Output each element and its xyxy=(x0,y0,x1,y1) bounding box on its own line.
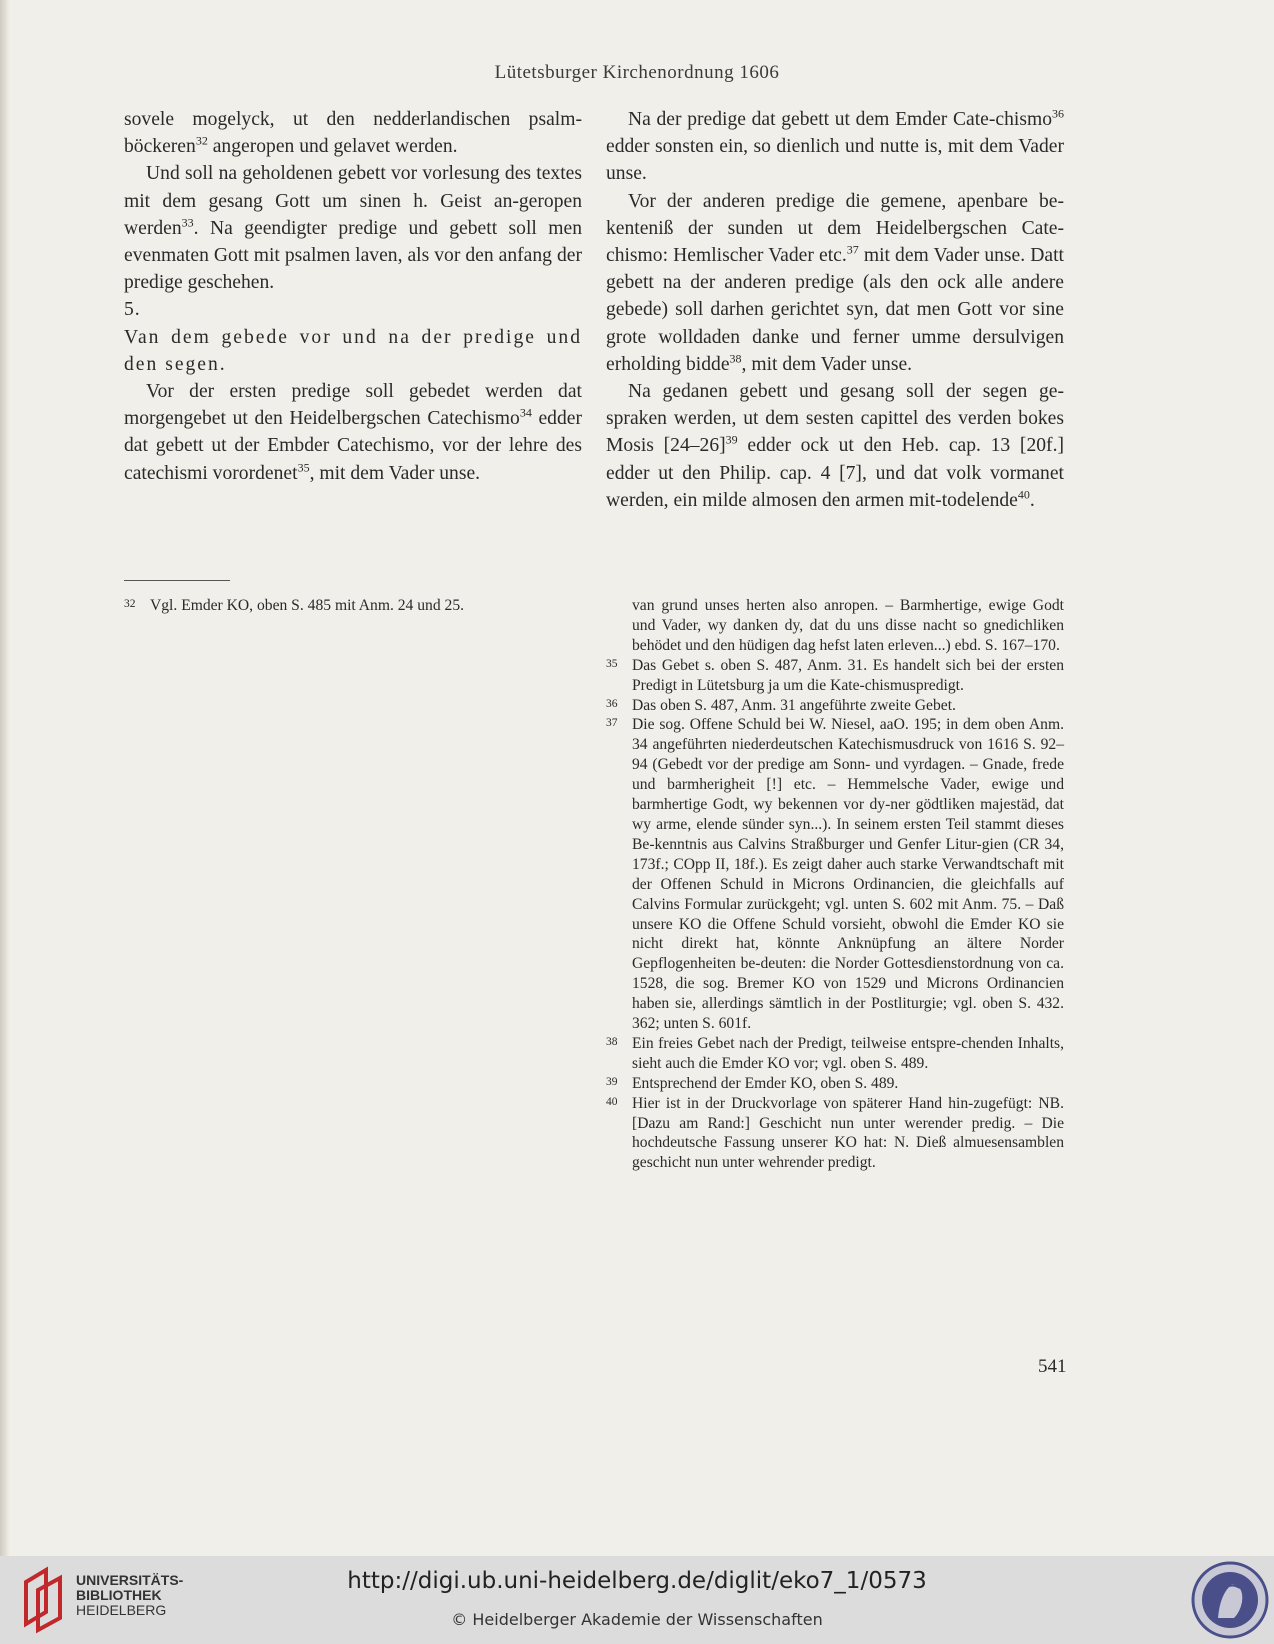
paragraph: Und soll na geholdenen gebett vor vorlesung des textes mit dem gesang Gott um sinen h. Geist an-geropen werden$^{33}$. Na geendigter predige und gebett soll men evenmaten Gott mit psalmen laven, als vor den anfang der predige geschehen. xyxy=(124,163,582,294)
footnote-ref[interactable]: 39 xyxy=(725,432,738,447)
paragraph: Na der predige dat gebett ut dem Emder Cate-chismo$^{36}$ edder sonsten ein, so dienlich und nutte is, mit dem Vader unse. xyxy=(606,106,1064,185)
footnote-divider xyxy=(124,580,230,581)
paragraph: Na gedanen gebett und gesang soll der segen ge-spraken werden, ut dem sesten capittel des verden bokes Mosis $[24-26]^{39}$ edder ock ut den Heb. cap. 13 [20f.] edder ut den Philip. cap. 4 [7], und dat volk vormanet werden, ein milde almosen den armen mit-todelende$^{40}$. xyxy=(606,381,1064,511)
footnote xyxy=(606,1094,1064,1174)
footnote-ref[interactable]: 35 xyxy=(297,460,310,475)
footnote xyxy=(606,656,1064,696)
page-number: 541 xyxy=(1038,1356,1067,1377)
footnote-ref[interactable]: 33 xyxy=(181,215,194,230)
running-header: Lütetsburger Kirchenordnung 1606 xyxy=(494,62,780,83)
footnote-text: Die sog. Offene Schuld bei W. Niesel, aaO. 195; in dem oben Anm. 34 angeführten niederdeutschen Katechismusdruck von 1616 S. 92–94 (Gebedt vor der predige am Sonn- und vyrdagen. – Gnade, frede und barmherigheit [!] etc. – Hemmelsche Vader, ewige und barmhertige Godt, wy bekennen vor dy-ner gödtliken majestäd, dat wy arme, elende sünder syn...). In seinem ersten Teil stammt dieses Be-kenntnis aus Calvins Straßburger und Genfer Litur-gien (CR 34, 173f.; COpp II, 18f.). Es zeigt daher auch starke Verwandtschaft mit der Offenen Schuld in Microns Ordinancien, die gleichfalls auf Calvins Formular zurückgeht; vgl. unten S. 602 mit Anm. 75. – Daß unsere KO die Offene Schuld vorsieht, obwohl die Emder KO sie nicht direkt hat, könnte Anknüpfung an ältere Norder Gepflogenheiten be-deuten: die Norder Gottesdienstordnung von ca. 1528, die sog. Bremer KO von 1529 und Microns Ordinancien haben sie, allerdings sämtlich in der Postliturgie; vgl. oben S. 432. 362; unten S. 601f. xyxy=(632,716,1064,1033)
footnote-number: 37 xyxy=(606,717,618,730)
section-title: Van dem gebede vor und na der predige und den segen. xyxy=(124,326,582,375)
library-name: UNIVERSITÄTS- BIBLIOTHEK HEIDELBERG xyxy=(76,1572,184,1618)
footnotes-left-column xyxy=(124,596,582,616)
footnote xyxy=(606,696,1064,716)
footer-bar xyxy=(0,1556,1274,1644)
paragraph: Vor der ersten predige soll gebedet werden dat morgengebet ut den Heidelbergschen Catechismo$^{34}$ edder dat gebett ut der Embder Catechismo, vor der lehre des catechismi vorordenet$^{35}$, mit dem Vader unse. xyxy=(124,381,582,484)
section-number: 5. xyxy=(124,299,141,321)
footnotes-right-column xyxy=(606,596,1064,1173)
permalink-url[interactable]: http://digi.ub.uni-heidelberg.de/diglit/eko7_1/0573 xyxy=(347,1568,927,1594)
footnote-number: 40 xyxy=(606,1095,618,1108)
footnote xyxy=(606,715,1064,1034)
footnote-ref[interactable]: 36 xyxy=(1052,106,1064,121)
footnote-text: Ein freies Gebet nach der Predigt, teilweise entspre-chenden Inhalts, sieht auch die Emder KO vor; vgl. oben S. 489. xyxy=(632,1034,1064,1072)
footnote xyxy=(606,1034,1064,1074)
footnote xyxy=(124,596,582,616)
footnote xyxy=(606,1074,1064,1094)
footnote-ref[interactable]: 32 xyxy=(195,133,208,148)
main-text-right-column xyxy=(606,106,1064,514)
footnote-ref[interactable]: 40 xyxy=(1017,487,1030,502)
footnote-number: 35 xyxy=(606,657,618,670)
main-text-left-column xyxy=(124,106,582,487)
footnote-number: 38 xyxy=(606,1035,618,1048)
footnote-continuation: van grund unses herten also anropen. – Barmhertige, ewige Godt und Vader, wy danken dy, dat du uns disse nacht so gnedichliken behödet und den hüdigen dag hefst laten erleven...) ebd. S. 167–170. xyxy=(632,597,1064,654)
copyright-text: © Heidelberger Akademie der Wissenschaften xyxy=(451,1610,823,1629)
footnote-ref[interactable]: 38 xyxy=(729,351,742,366)
footnote-number: 39 xyxy=(606,1075,618,1088)
footnote-text: Das oben S. 487, Anm. 31 angeführte zweite Gebet. xyxy=(632,696,956,714)
paragraph: Vor der anderen predige die gemene, apenbare be-kenteniß der sunden ut dem Heidelbergschen Cate-chismo: Hemlischer Vader etc.$^{37}$ mit dem Vader unse. Datt gebett na der anderen predige (als den ock alle andere gebede) soll darhen gerichtet syn, dat men Gott vor sine grote wolldaden danke und ferner umme dersulvigen erholding bidde$^{38}$, mit dem Vader unse. xyxy=(606,190,1064,375)
footnote-text: Entsprechend der Emder KO, oben S. 489. xyxy=(632,1074,899,1092)
footnote-number: 36 xyxy=(606,697,618,710)
footnote-text: Vgl. Emder KO, oben S. 485 mit Anm. 24 und 25. xyxy=(150,597,465,614)
footnote-ref[interactable]: 34 xyxy=(519,405,532,420)
paragraph: sovele mogelyck, ut den nedderlandischen psalm-böckeren$^{32}$ angeropen und gelavet werden. xyxy=(124,109,582,158)
footnote-text: Das Gebet s. oben S. 487, Anm. 31. Es handelt sich bei der ersten Predigt in Lütetsburg ja um die Kate-chismuspredigt. xyxy=(632,656,1064,694)
footnote-number: 32 xyxy=(124,598,136,610)
footnote-ref[interactable]: 37 xyxy=(846,242,859,257)
footnote-text: Hier ist in der Druckvorlage von späterer Hand hin-zugefügt: NB. [Dazu am Rand:] Geschicht nun unter werender predig. – Die hochdeutsche Fassung unserer KO hat: N. Dieß almuesensamblen geschicht nun unter wehrender predigt. xyxy=(632,1094,1064,1172)
page-edge xyxy=(0,0,10,1556)
academy-seal-icon[interactable] xyxy=(1190,1560,1270,1640)
